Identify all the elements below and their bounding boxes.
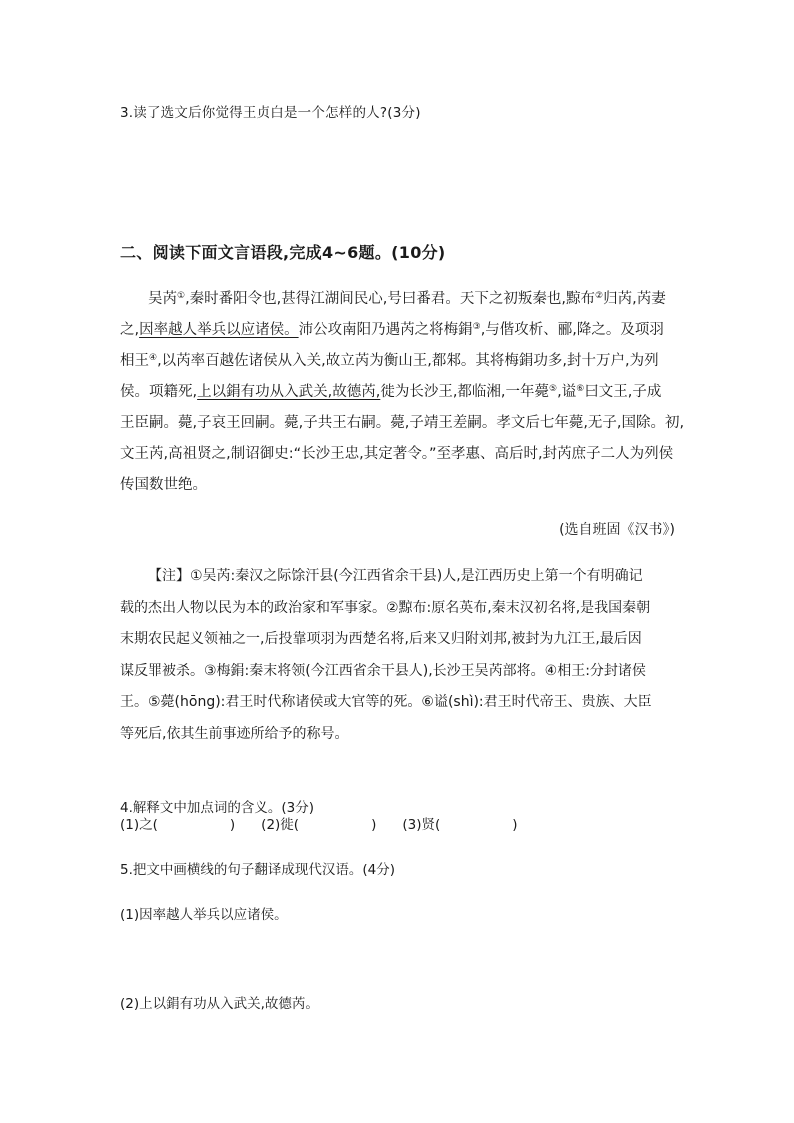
blank-3-close: ) [512, 817, 518, 833]
source-citation: (选自班固《汉书》) [559, 522, 675, 538]
note-line: 【注】①吴芮:秦汉之际馀汗县(今江西省余干县)人,是江西历史上第一个有明确记 [148, 568, 643, 584]
note-line: 载的杰出人物以民为本的政治家和军事家。②黥布:原名英布,秦末汉初名将,是我国秦朝 [120, 599, 651, 616]
passage-line: 侯。项籍死,上以鋗有功从入武关,故德芮,徙为长沙王,都临湘,一年薨⑤,谥⑥曰文王,子成 [120, 384, 662, 400]
question-4: 4.解释文中加点词的含义。(3分) [120, 800, 315, 816]
passage-line: 相王④,以芮率百越佐诸侯从入关,故立芮为衡山王,都邾。其将梅鋗功多,封十万户,为列 [120, 353, 659, 369]
note-line: 等死后,依其生前事迹所给予的称号。 [120, 725, 349, 742]
passage-line: 之,因率越人举兵以应诸侯。沛公攻南阳乃遇芮之将梅鋗③,与偕攻析、郦,降之。及项羽 [120, 322, 664, 338]
blank-1-close: ) [229, 817, 236, 833]
blank-3-open: (3)贤( [402, 817, 441, 833]
question-3: 3.读了选文后你觉得王贞白是一个怎样的人?(3分) [120, 105, 421, 121]
blank-2-close: ) [371, 817, 377, 833]
annotation-notes [120, 561, 690, 750]
passage-line: 传国数世绝。 [120, 477, 207, 493]
question-5-sentence-2: (2)上以鋗有功从入武关,故德芮。 [120, 996, 319, 1012]
passage-line: 文王芮,高祖贤之,制诏御史:“长沙王忠,其定著令。”至孝惠、高后时,封芮庶子二人为列侯 [120, 446, 674, 462]
blank-2-open: (2)徙( [261, 817, 300, 833]
question-5-sentence-1: (1)因率越人举兵以应诸侯。 [120, 907, 288, 923]
passage-line: 吴芮①,秦时番阳令也,甚得江湖间民心,号曰番君。天下之初叛秦也,黥布②归芮,芮妻 [148, 291, 666, 307]
underlined-sentence-2: 上以鋗有功从入武关,故德芮, [197, 384, 381, 400]
underlined-sentence-1: 因率越人举兵以应诸侯。 [139, 322, 299, 338]
section-2-heading: 二、阅读下面文言语段,完成4~6题。(10分) [120, 243, 446, 262]
note-line: 王。⑤薨(hōng):君王时代称诸侯或大官等的死。⑥谥(shì):君王时代帝王、贵族、大臣 [120, 694, 652, 710]
passage-line: 王臣嗣。薨,子哀王回嗣。薨,子共王右嗣。薨,子靖王差嗣。孝文后七年薨,无子,国除。初, [120, 415, 685, 431]
note-line: 谋反罪被杀。③梅鋗:秦末将领(今江西省余干县人),长沙王吴芮部将。④相王:分封诸侯 [120, 662, 646, 679]
classical-passage [120, 284, 690, 501]
question-4-blanks [120, 813, 518, 833]
note-line: 末期农民起义领袖之一,后投靠项羽为西楚名将,后来又归附刘邦,被封为九江王,最后因 [120, 631, 642, 647]
question-5: 5.把文中画横线的句子翻译成现代汉语。(4分) [120, 862, 396, 878]
blank-1-open: (1)之( [120, 817, 158, 833]
